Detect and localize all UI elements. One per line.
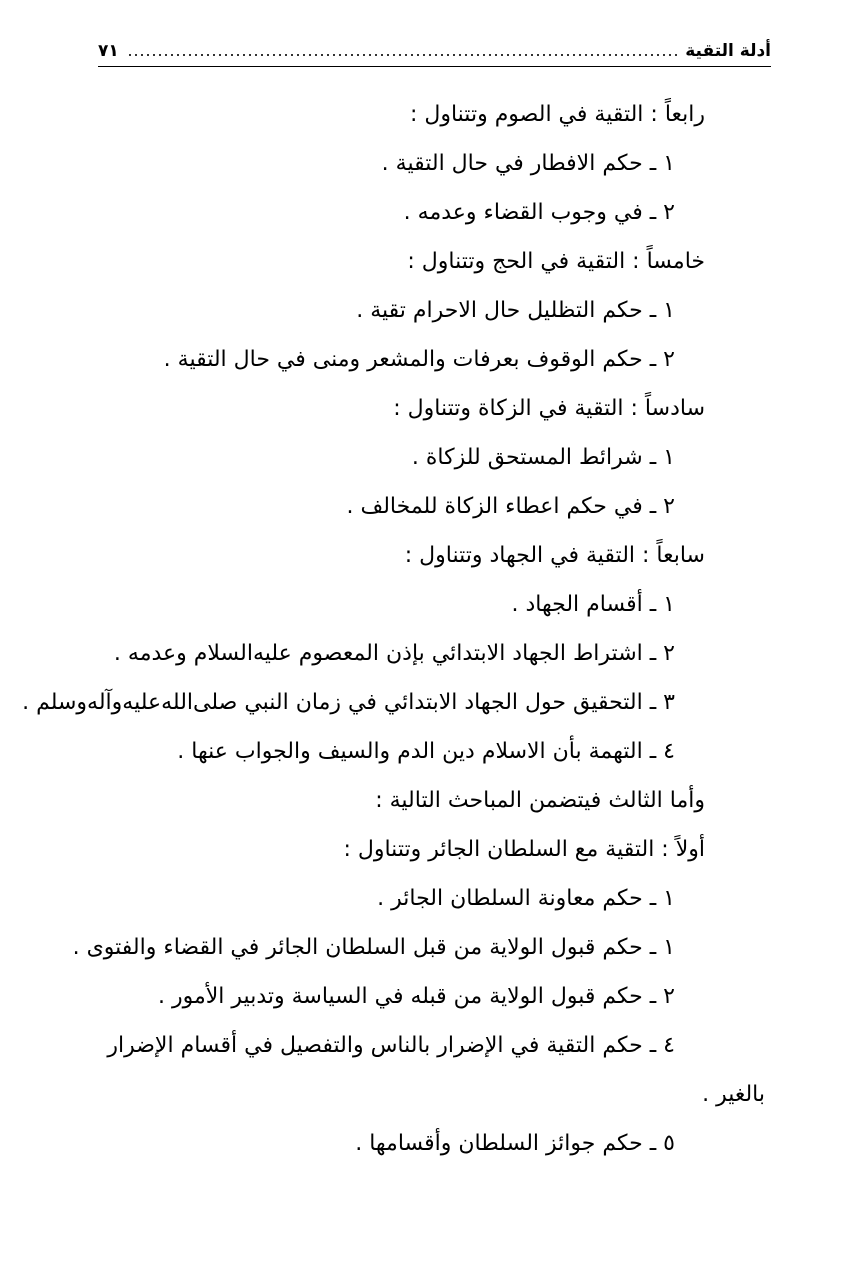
list-item: ٢ ـ حكم الوقوف بعرفات والمشعر ومنى في حال التقية . — [163, 347, 675, 372]
section-heading: أولاً : التقية مع السلطان الجائر وتتناول : — [343, 837, 705, 862]
section-heading: خامساً : التقية في الحج وتتناول : — [407, 249, 705, 274]
list-item: ٢ ـ حكم قبول الولاية من قبله في السياسة وتدبير الأمور . — [158, 984, 675, 1009]
page-number: ٧١ — [98, 41, 119, 61]
section-heading: سادساً : التقية في الزكاة وتتناول : — [393, 396, 705, 421]
page-body — [22, 90, 765, 1168]
list-item: ٥ ـ حكم جوائز السلطان وأقسامها . — [355, 1131, 675, 1156]
list-item: ٢ ـ في حكم اعطاء الزكاة للمخالف . — [346, 494, 675, 519]
list-item: ١ ـ حكم قبول الولاية من قبل السلطان الجائر في القضاء والفتوى . — [72, 935, 675, 960]
list-item: ٢ ـ اشتراط الجهاد الابتدائي بإذن المعصوم عليه‌السلام وعدمه . — [113, 641, 675, 666]
running-header-title: أدلة التقية — [685, 41, 771, 61]
list-item: ١ ـ حكم معاونة السلطان الجائر . — [377, 886, 675, 911]
section-heading: رابعاً : التقية في الصوم وتتناول : — [409, 102, 705, 127]
section-intro: وأما الثالث فيتضمن المباحث التالية : — [375, 788, 705, 813]
list-item: ٢ ـ في وجوب القضاء وعدمه . — [403, 200, 675, 225]
header-dot-leader — [127, 53, 677, 57]
list-item: ٤ ـ التهمة بأن الاسلام دين الدم والسيف والجواب عنها . — [177, 739, 675, 764]
list-item-continuation: بالغير . — [702, 1082, 765, 1107]
list-item: ١ ـ شرائط المستحق للزكاة . — [411, 445, 675, 470]
list-item: ١ ـ حكم الافطار في حال التقية . — [381, 151, 675, 176]
section-heading: سابعاً : التقية في الجهاد وتتناول : — [404, 543, 705, 568]
list-item: ٣ ـ التحقيق حول الجهاد الابتدائي في زمان النبي صلى‌الله‌عليه‌وآله‌وسلم . — [22, 690, 675, 715]
list-item: ١ ـ أقسام الجهاد . — [511, 592, 675, 617]
list-item: ١ ـ حكم التظليل حال الاحرام تقية . — [356, 298, 675, 323]
running-header — [98, 36, 771, 67]
list-item: ٤ ـ حكم التقية في الإضرار بالناس والتفصيل في أقسام الإضرار — [107, 1033, 675, 1058]
